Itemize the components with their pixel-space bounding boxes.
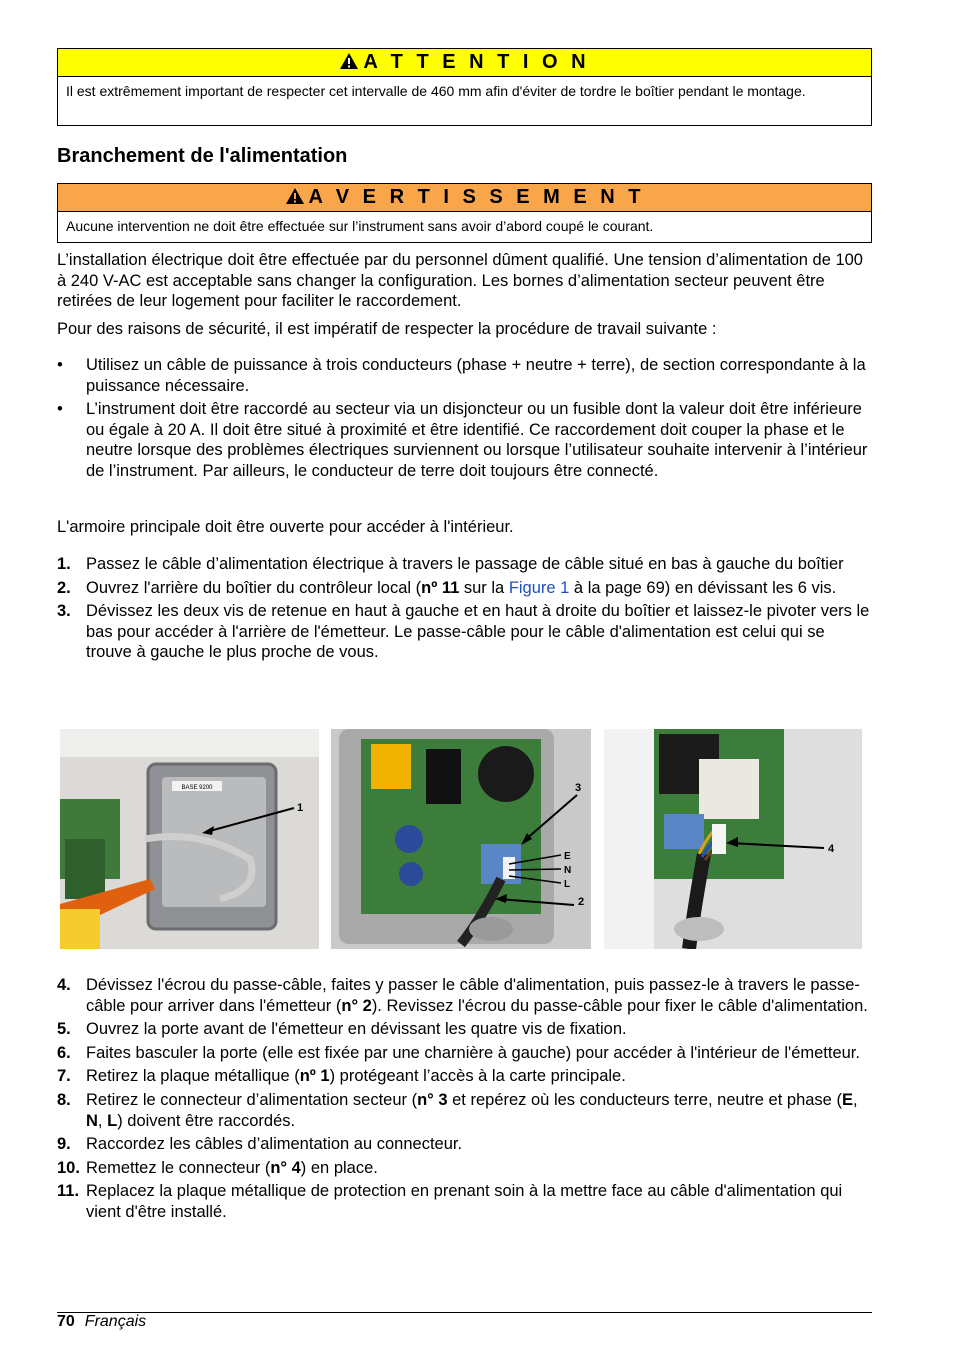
step-5: 5. Ouvrez la porte avant de l'émetteur en dévissant les quatre vis de fixation. (57, 1020, 627, 1039)
attention-box (57, 48, 872, 126)
procedure-intro: Pour des raisons de sécurité, il est impératif de respecter la procédure de travail suivante : (57, 320, 717, 338)
photo-transmitter-board (331, 729, 591, 949)
step-2: 2. Ouvrez l'arrière du boîtier du contrôleur local (nº 11 sur la Figure 1 à la page 69) en dévissant les 6 vis. (57, 578, 837, 597)
step-7: 7. Retirez la plaque métallique (nº 1) protégeant l’accès à la carte principale. (57, 1067, 626, 1086)
attention-title: A T T E N T I O N (363, 51, 590, 73)
figure-1-link[interactable]: Figure 1 (508, 578, 570, 597)
warning-title: A V E R T I S S E M E N T (308, 186, 645, 208)
photo-controller-back (60, 729, 319, 949)
warning-box (57, 183, 872, 243)
warning-triangle-icon (285, 187, 305, 205)
warning-triangle-icon (339, 52, 359, 70)
safety-list (57, 355, 872, 485)
attention-text: Il est extrêmement important de respecter cet intervalle de 460 mm afin d'éviter de tordre le boîtier pendant le montage. (66, 83, 806, 99)
callout-2: 2 (578, 896, 585, 908)
step-6: 6. Faites basculer la porte (elle est fixée par une charnière à gauche) pour accéder à l'intérieur de l'émetteur. (57, 1043, 860, 1062)
footer-language: Français (84, 1313, 147, 1330)
callout-E: E (564, 851, 571, 862)
callout-4: 4 (828, 843, 835, 855)
step-9: 9. Raccordez les câbles d’alimentation au connecteur. (57, 1135, 463, 1154)
photo-connector-detail (604, 729, 862, 949)
list-item: • Utilisez un câble de puissance à trois conducteurs (phase + neutre + terre), de section correspondante à la puissance nécessaire. (57, 356, 866, 395)
plate-label: BASE 9200 (181, 785, 213, 791)
step-11: 11. Replacez la plaque métallique de protection en prenant soin à la mettre face au câble d'alimentation qui vient d'être installé. (57, 1182, 843, 1221)
step-10: 10. Remettez le connecteur (n° 4) en place. (57, 1158, 378, 1177)
callout-N: N (564, 865, 572, 876)
page-footer (57, 1313, 146, 1331)
cabinet-note: L'armoire principale doit être ouverte pour accéder à l'intérieur. (57, 518, 514, 536)
attention-header (58, 49, 871, 77)
list-item: • L’instrument doit être raccordé au secteur via un disjoncteur ou un fusible dont la valeur doit être inférieure ou égale à 20 A. Il doit être situé à proximité et être identifié. Ce raccordement doit couper la phase et le neutre lorsque des problèmes électriques surviennent ou lorsque l’utilisateur souhaite intervenir à l’intérieur de l’instrument. Par ailleurs, le conducteur de terre doit toujours être connecté. (57, 400, 868, 480)
warning-header (58, 184, 871, 212)
step-1: 1. Passez le câble d’alimentation électrique à travers le passage de câble situé en bas à gauche du boîtier (57, 555, 844, 573)
callout-L: L (564, 879, 571, 890)
step-4: 4. Dévissez l'écrou du passe-câble, faites y passer le câble d'alimentation, puis passez-le à travers le passe-câble pour arriver dans l'émetteur (n° 2). Revissez l'écrou du passe-câble pour fixer le câble d'alimentation. (57, 976, 868, 1015)
footer-divider (57, 1312, 872, 1313)
steps-list-b (57, 975, 872, 1226)
steps-list-a (57, 554, 872, 666)
page-number: 70 (57, 1313, 75, 1330)
step-8: 8. Retirez le connecteur d’alimentation secteur (n° 3 et repérez où les conducteurs terre, neutre et phase (E, N, L) doivent être raccordés. (57, 1090, 858, 1130)
callout-1: 1 (297, 802, 304, 814)
callout-3: 3 (575, 782, 582, 794)
warning-text: Aucune intervention ne doit être effectuée sur l’instrument sans avoir d’abord coupé le courant. (66, 218, 654, 234)
step-3: 3. Dévissez les deux vis de retenue en haut à gauche et en haut à droite du boîtier et laissez-le pivoter vers le bas pour accéder à l'arrière de l'émetteur. Le passe-câble pour le câble d'alimentation est celui qui se trouve à gauche le plus proche de vous. (57, 602, 870, 662)
section-title: Branchement de l'alimentation (57, 145, 348, 167)
intro-paragraph: L’installation électrique doit être effectuée par du personnel dûment qualifié. Une tension d’alimentation de 100 à 240 V-AC est acceptable sans changer la configuration. Les bornes d’alimentation secteur peuvent être retirées de leur logement pour faciliter le raccordement. (57, 251, 863, 311)
